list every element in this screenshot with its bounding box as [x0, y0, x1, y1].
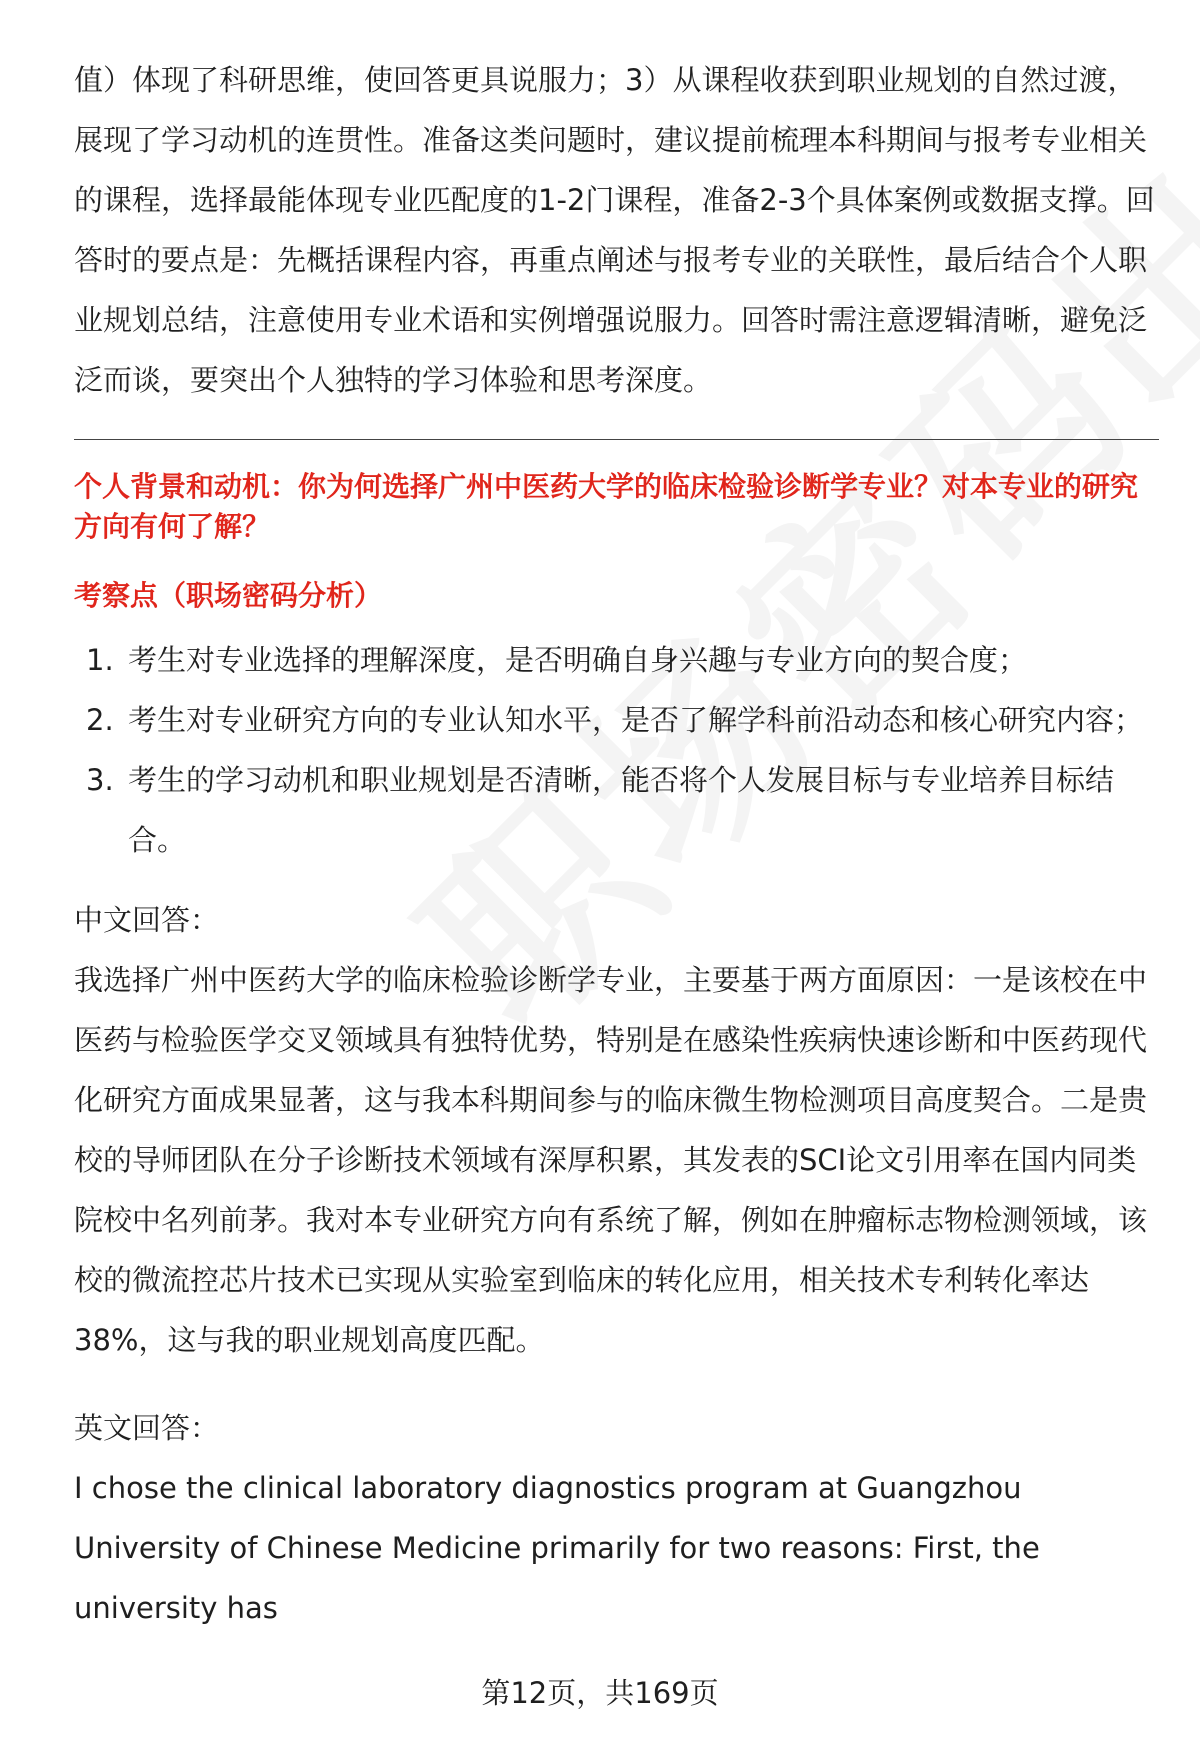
section-divider [74, 439, 1159, 440]
intro-paragraph: 值）体现了科研思维，使回答更具说服力；3）从课程收获到职业规划的自然过渡，展现了学习动机的连贯性。准备这类问题时，建议提前梳理本科期间与报考专业相关的课程，选择最能体现专业匹配度的1-2门课程，准备2-3个具体案例或数据支撑。回答时的要点是：先概括课程内容，再重点阐述与报考专业的关联性，最后结合个人职业规划总结，注意使用专业术语和实例增强说服力。回答时需注意逻辑清晰，避免泛泛而谈，要突出个人独特的学习体验和思考深度。 [74, 63, 1155, 397]
page-content [74, 50, 1159, 1638]
assessment-points-list [74, 630, 1159, 870]
question-heading: 个人背景和动机：你为何选择广州中医药大学的临床检验诊断学专业？对本专业的研究方向有何了解？ [74, 470, 1139, 543]
list-item [74, 690, 1159, 750]
english-answer-paragraph: I chose the clinical laboratory diagnostics program at Guangzhou University of Chinese Medicine primarily for two reasons: First, the university has [74, 1471, 1040, 1625]
page-number-footer: 第12页，共169页 [481, 1676, 719, 1710]
list-item [74, 750, 1159, 870]
list-item-text: 考生的学习动机和职业规划是否清晰，能否将个人发展目标与专业培养目标结合。 [128, 763, 1115, 857]
list-item [74, 630, 1159, 690]
list-item-number: 1. [86, 643, 114, 677]
english-answer-label: 英文回答： [74, 1411, 220, 1445]
list-item-number: 3. [86, 763, 114, 797]
list-item-text: 考生对专业研究方向的专业认知水平，是否了解学科前沿动态和核心研究内容； [128, 703, 1144, 737]
assessment-heading: 考察点（职场密码分析） [74, 579, 383, 612]
list-item-number: 2. [86, 703, 114, 737]
chinese-answer-label: 中文回答： [74, 903, 220, 937]
list-item-text: 考生对专业选择的理解深度，是否明确自身兴趣与专业方向的契合度； [128, 643, 1028, 677]
chinese-answer-paragraph: 我选择广州中医药大学的临床检验诊断学专业，主要基于两方面原因：一是该校在中医药与检验医学交叉领域具有独特优势，特别是在感染性疾病快速诊断和中医药现代化研究方面成果显著，这与我本科期间参与的临床微生物检测项目高度契合。二是贵校的导师团队在分子诊断技术领域有深厚积累，其发表的SCI论文引用率在国内同类院校中名列前茅。我对本专业研究方向有系统了解，例如在肿瘤标志物检测领域，该校的微流控芯片技术已实现从实验室到临床的转化应用，相关技术专利转化率达38%，这与我的职业规划高度匹配。 [74, 963, 1148, 1357]
